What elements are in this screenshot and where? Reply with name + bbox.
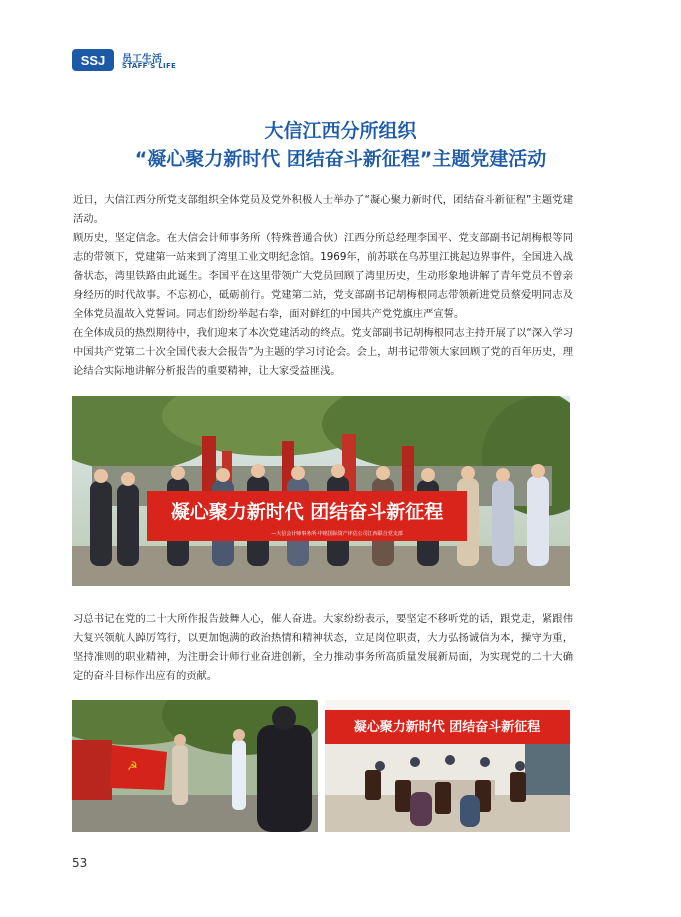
paragraph-meeting: 在全体成员的热烈期待中，我们迎来了本次党建活动的终点。党支部副书记胡梅根同志主持开展了以“深入学习中国共产党第二十次全国代表大会报告”为主题的学习讨论会。会上，胡书记带领大家回顾了党的百年历史，理论结合实际地讲解分析报告的重要精神，让大家受益匪浅。 bbox=[73, 327, 573, 377]
article-title-line2: “凝心聚力新时代 团结奋斗新征程”主题党建活动 bbox=[134, 148, 547, 170]
meeting-banner-text: 凝心聚力新时代 团结奋斗新征程 bbox=[353, 720, 541, 735]
paragraph-conclusion: 习总书记在党的二十大所作报告鼓舞人心，催人奋进。大家纷纷表示，要坚定不移听党的话，跟党走，紧跟伟大复兴领航人踔厉笃行，以更加饱满的政治热情和精神状态，立足岗位职责，大力弘扬诚信为本，操守为重，坚持准则的职业精神，为注册会计师行业奋进创新，全力推动事务所高质量发展新局面，为实现党的二十大确定的奋斗目标作出应有的贡献。 bbox=[73, 613, 573, 682]
section-title-cn: 员工生活 bbox=[122, 54, 162, 65]
page-number: 53 bbox=[72, 856, 88, 870]
paragraph-intro: 近日，大信江西分所党支部组织全体党员及党外积极人士举办了“凝心聚力新时代，团结奋斗新征程”主题党建活动。 bbox=[73, 194, 573, 225]
group-photo bbox=[72, 396, 570, 586]
meeting-photo bbox=[325, 700, 570, 832]
company-logo bbox=[72, 49, 114, 71]
group-banner-sub-text: —大信会计师事务所·中铭国际资产评估公司江西联合党支部 bbox=[271, 531, 403, 537]
section-title-en: STAFF'S LIFE bbox=[122, 62, 177, 70]
group-banner-main-text: 凝心聚力新时代 团结奋斗新征程 bbox=[170, 501, 444, 523]
paragraph-history: 顾历史，坚定信念。在大信会计师事务所（特殊普通合伙）江西分所总经理李国平、党支部副书记胡梅根等同志的带领下，党建第一站来到了湾里工业文明纪念馆。1969年，前苏联在乌苏里江挑起边界事件，全国进入战备状态，湾里铁路由此诞生。李国平在这里带领广大党员回顾了湾里历史，生动形象地讲解了青年党员不曾亲身经历的时代故事。不忘初心，砥砺前行。党建第二站，党支部副书记胡梅根同志带领新进党员蔡爱明同志及全体党员温故入党誓词。同志们纷纷举起右拳，面对鲜红的中国共产党党旗庄严宣誓。 bbox=[73, 232, 573, 320]
article-title-line1: 大信江西分所组织 bbox=[264, 120, 417, 142]
logo-text: SSJ bbox=[80, 53, 106, 68]
party-flag bbox=[110, 745, 167, 790]
flag-oath-photo bbox=[72, 700, 318, 832]
svg-text:☭: ☭ bbox=[127, 759, 138, 773]
